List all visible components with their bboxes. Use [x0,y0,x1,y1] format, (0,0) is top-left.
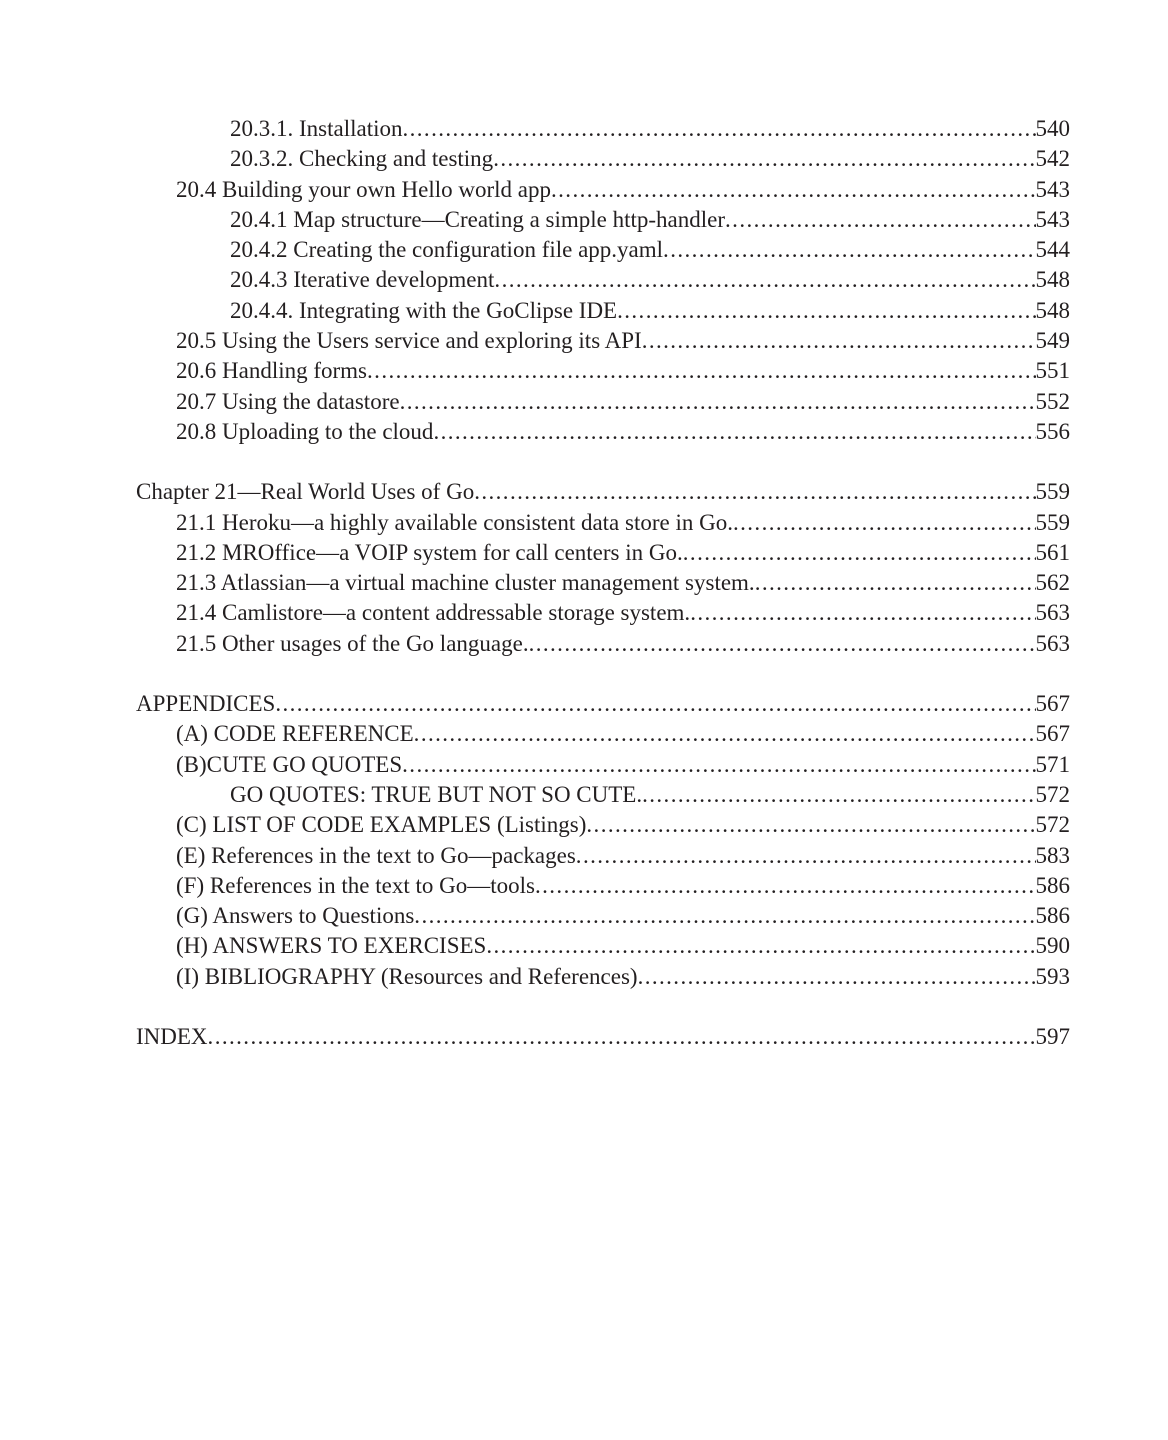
toc-page-number: 559 [1035,509,1070,535]
dot-leader [683,538,1036,568]
toc-entry-title: 20.7 Using the datastore [176,388,400,414]
section-gap [136,659,1070,689]
dot-leader [208,1022,1036,1052]
toc-entry-title: 20.4.1 Map structure—Creating a simple http-handler [230,206,726,232]
dot-leader [275,689,1035,719]
toc-entry[interactable] [136,144,1070,174]
toc-page-number: 543 [1035,206,1070,232]
toc-entry-title: (G) Answers to Questions [176,903,415,929]
toc-page-number: 586 [1035,872,1070,898]
toc-page-number: 544 [1035,237,1070,263]
toc-page-number: 593 [1035,963,1070,989]
dot-leader [535,871,1036,901]
toc-page-number: 551 [1035,358,1070,384]
toc-entry[interactable] [136,871,1070,901]
toc-entry[interactable] [136,568,1070,598]
dot-leader [493,144,1035,174]
toc-entry[interactable] [136,417,1070,447]
toc-page-number: 549 [1035,328,1070,354]
toc-page-number: 562 [1035,570,1070,596]
dot-leader [400,387,1036,417]
toc-entry[interactable] [136,841,1070,871]
toc-page-number: 597 [1035,1024,1070,1050]
toc-entry[interactable] [136,901,1070,931]
toc-page-number: 563 [1035,630,1070,656]
toc-entry[interactable] [136,1022,1070,1052]
dot-leader [586,810,1035,840]
toc-entry-title: GO QUOTES: TRUE BUT NOT SO CUTE. [230,781,643,807]
toc-page-number: 572 [1035,781,1070,807]
dot-leader [617,296,1035,326]
toc-page-number: 559 [1035,479,1070,505]
dot-leader [529,629,1036,659]
toc-page-number: 561 [1035,539,1070,565]
dot-leader [576,841,1036,871]
dot-leader [414,901,1035,931]
table-of-contents [136,114,1070,1052]
toc-entry-title: 20.4.2 Creating the configuration file app.yaml [230,237,664,263]
dot-leader [402,114,1035,144]
toc-entry[interactable] [136,931,1070,961]
toc-entry-title: (I) BIBLIOGRAPHY (Resources and References) [176,963,638,989]
dot-leader [367,356,1035,386]
toc-entry[interactable] [136,508,1070,538]
dot-leader [733,508,1036,538]
dot-leader [690,598,1035,628]
toc-entry-title: APPENDICES [136,691,276,717]
toc-entry-title: 21.5 Other usages of the Go language. [176,630,529,656]
toc-entry-title: (B)CUTE GO QUOTES [176,751,403,777]
toc-entry-title: 21.1 Heroku—a highly available consistent data store in Go. [176,509,733,535]
toc-entry[interactable] [136,750,1070,780]
dot-leader [486,931,1035,961]
dot-leader [402,750,1035,780]
toc-entry[interactable] [136,114,1070,144]
toc-entry[interactable] [136,538,1070,568]
toc-page-number: 583 [1035,842,1070,868]
dot-leader [642,780,1035,810]
toc-entry-title: (H) ANSWERS TO EXERCISES [176,933,487,959]
toc-entry[interactable] [136,689,1070,719]
toc-entry[interactable] [136,356,1070,386]
toc-entry-title: 21.4 Camlistore—a content addressable storage system. [176,600,691,626]
dot-leader [551,175,1036,205]
toc-entry-title: 20.8 Uploading to the cloud [176,418,434,444]
toc-entry-title: (C) LIST OF CODE EXAMPLES (Listings) [176,812,587,838]
toc-page-number: 590 [1035,933,1070,959]
dot-leader [663,235,1035,265]
toc-entry[interactable] [136,205,1070,235]
toc-entry-title: (A) CODE REFERENCE [176,721,414,747]
toc-entry[interactable] [136,629,1070,659]
toc-entry-title: Chapter 21—Real World Uses of Go [136,479,475,505]
dot-leader [474,477,1035,507]
toc-page-number: 572 [1035,812,1070,838]
toc-entry-title: (F) References in the text to Go—tools [176,872,535,898]
toc-entry[interactable] [136,326,1070,356]
toc-entry[interactable] [136,235,1070,265]
toc-page-number: 567 [1035,721,1070,747]
toc-page-number: 567 [1035,691,1070,717]
toc-entry[interactable] [136,265,1070,295]
toc-page-number: 552 [1035,388,1070,414]
dot-leader [414,719,1036,749]
toc-page-number: 542 [1035,146,1070,172]
dot-leader [638,962,1036,992]
toc-entry[interactable] [136,780,1070,810]
toc-entry-title: 20.5 Using the Users service and exploring its API [176,328,642,354]
toc-entry-title: 20.4 Building your own Hello world app [176,176,551,202]
toc-page-number: 586 [1035,903,1070,929]
toc-entry-title: 20.3.2. Checking and testing [230,146,494,172]
toc-page-number: 543 [1035,176,1070,202]
toc-entry[interactable] [136,810,1070,840]
toc-entry-title: (E) References in the text to Go—packages [176,842,576,868]
toc-entry[interactable] [136,387,1070,417]
toc-page-number: 571 [1035,751,1070,777]
toc-entry[interactable] [136,719,1070,749]
toc-entry-title: 21.2 MROffice—a VOIP system for call centers in Go. [176,539,683,565]
toc-page-number: 548 [1035,297,1070,323]
toc-entry[interactable] [136,296,1070,326]
toc-page-number: 563 [1035,600,1070,626]
toc-entry-title: 20.4.4. Integrating with the GoClipse IDE [230,297,618,323]
toc-entry[interactable] [136,175,1070,205]
toc-entry[interactable] [136,962,1070,992]
section-gap [136,447,1070,477]
toc-entry-title: 21.3 Atlassian—a virtual machine cluster management system. [176,570,755,596]
toc-entry[interactable] [136,598,1070,628]
toc-entry-title: 20.3.1. Installation [230,116,403,141]
dot-leader [755,568,1036,598]
toc-entry[interactable] [136,477,1070,507]
toc-entry-title: INDEX [136,1024,208,1050]
dot-leader [494,265,1035,295]
toc-entry-title: 20.6 Handling forms [176,358,368,384]
toc-page-number: 556 [1035,418,1070,444]
toc-page-number: 540 [1035,116,1070,141]
toc-page-number: 548 [1035,267,1070,293]
dot-leader [433,417,1035,447]
dot-leader [725,205,1035,235]
dot-leader [642,326,1036,356]
toc-entry-title: 20.4.3 Iterative development [230,267,495,293]
section-gap [136,992,1070,1022]
